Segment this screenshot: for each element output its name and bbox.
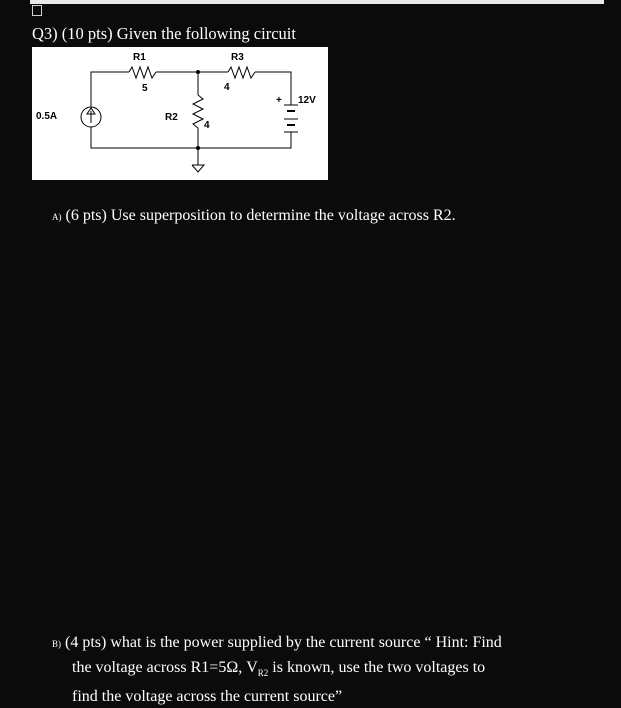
part-a-text: (6 pts) Use superposition to determine the voltage across R2. xyxy=(65,207,456,224)
voltage-source-label: 12V xyxy=(298,95,316,106)
part-b-line-1-text: (4 pts) what is the power supplied by the current source “ Hint: Find xyxy=(65,634,502,651)
current-source-label: 0.5A xyxy=(36,111,58,122)
r1-value-label: 5 xyxy=(142,83,148,94)
circuit-schematic xyxy=(32,47,328,180)
part-a-question xyxy=(52,207,456,225)
part-a-tag: A) xyxy=(52,212,62,222)
battery-plus-sign: + xyxy=(276,95,282,106)
part-b-line-3: find the voltage across the current source” xyxy=(72,688,343,705)
r3-resistor xyxy=(228,67,255,78)
question-title: Q3) (10 pts) Given the following circuit xyxy=(32,24,296,43)
r1-resistor xyxy=(129,67,156,78)
select-checkbox[interactable] xyxy=(32,5,42,16)
wire-left-top xyxy=(91,72,129,107)
circuit-diagram xyxy=(32,47,328,180)
r2-name-label: R2 xyxy=(165,112,178,123)
wire-r3-battery xyxy=(255,72,291,105)
node-dot-bottom xyxy=(196,146,200,150)
part-b-tag: B) xyxy=(52,639,61,649)
part-b-line-2-pre: the voltage across R1=5Ω, V xyxy=(72,659,258,676)
r3-name-label: R3 xyxy=(231,52,244,63)
node-dot-top xyxy=(196,70,200,74)
part-b-line-2-post: is known, use the two voltages to xyxy=(268,659,486,676)
wire-battery-bottom xyxy=(91,127,291,148)
r3-value-label: 4 xyxy=(224,82,230,93)
r1-name-label: R1 xyxy=(133,52,146,63)
vr2-subscript: R2 xyxy=(257,668,269,678)
ground-symbol xyxy=(192,165,204,172)
r2-value-label: 4 xyxy=(204,120,210,131)
top-divider-bar xyxy=(30,0,604,4)
part-b-line-2 xyxy=(52,656,592,685)
part-b-line-1 xyxy=(52,631,592,656)
r2-resistor xyxy=(193,95,203,128)
part-b-question xyxy=(52,631,592,708)
